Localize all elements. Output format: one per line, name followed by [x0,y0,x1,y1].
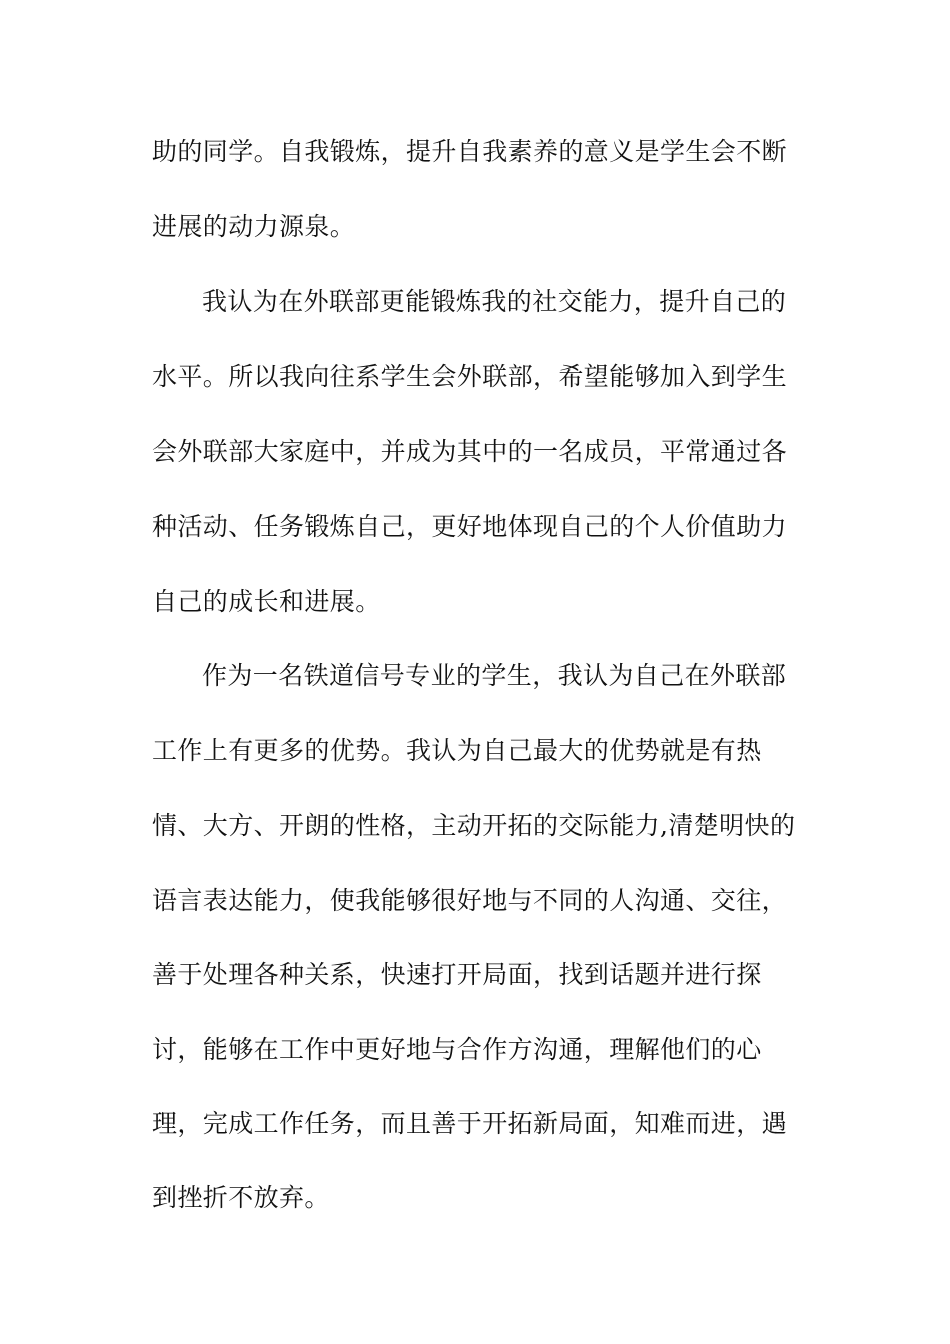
paragraph-line: 进展的动力源泉。 [152,212,356,241]
paragraph-line: 情、大方、开朗的性格，主动开拓的交际能力,清楚明快的 [152,811,796,840]
paragraph-first-line: 我认为在外联部更能锻炼我的社交能力，提升自己的 [202,287,787,316]
paragraph-line: 水平。所以我向往系学生会外联部，希望能够加入到学生 [152,362,788,391]
paragraph-line: 种活动、任务锻炼自己，更好地体现自己的个人价值助力 [152,512,788,541]
paragraph-line: 理，完成工作任务，而且善于开拓新局面，知难而进，遇 [152,1109,788,1138]
paragraph-line: 语言表达能力，使我能够很好地与不同的人沟通、交往， [152,886,788,915]
paragraph-line: 讨，能够在工作中更好地与合作方沟通，理解他们的心 [152,1035,762,1064]
paragraph-line: 善于处理各种关系，快速打开局面，找到话题并进行探 [152,960,762,989]
paragraph-line: 自己的成长和进展。 [152,587,381,616]
paragraph-first-line: 作为一名铁道信号专业的学生，我认为自己在外联部 [202,661,787,690]
paragraph-line: 会外联部大家庭中，并成为其中的一名成员，平常通过各 [152,437,788,466]
paragraph-line: 助的同学。自我锻炼，提升自我素养的意义是学生会不断 [152,137,788,166]
paragraph-line: 工作上有更多的优势。我认为自己最大的优势就是有热 [152,736,762,765]
paragraph-line: 到挫折不放弃。 [152,1183,330,1212]
